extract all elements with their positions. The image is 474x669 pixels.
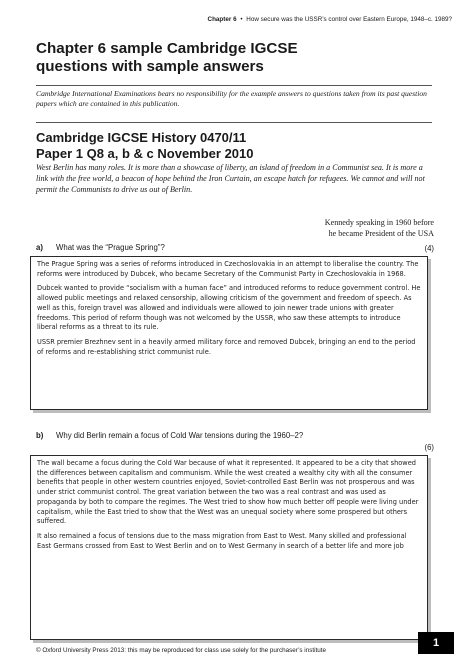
answer-paragraph: Dubcek wanted to provide “socialism with a human face” and introduced reforms to reduce government control. He allowed public meetings and relaxed censorship, allowing criticism of the government and freedom of speech. As well as this, foreign travel was allowed and individuals were allowed to join newer trade unions with greater freedoms. This period of reform though was not welcomed by the USSR, who saw these attempts to introduce liberal reforms as a threat to its rule.	[37, 284, 421, 332]
page-title	[36, 40, 436, 76]
question-b	[36, 431, 434, 453]
attribution-line-1: Kennedy speaking in 1960 before	[324, 218, 434, 227]
copyright-footer: © Oxford University Press 2013: this may be reproduced for class use solely for the purchaser’s institute	[36, 647, 326, 654]
chapter-label: Chapter 6	[207, 16, 237, 23]
answer-box-b	[30, 455, 428, 640]
exam-code: Cambridge IGCSE History 0470/11	[36, 130, 247, 145]
running-head	[208, 16, 452, 23]
question-label: b)	[36, 431, 44, 440]
question-marks: (4)	[424, 243, 434, 253]
source-quote: West Berlin has many roles. It is more than a showcase of liberty, an island of freedom in a Communist sea. It is more a link with the free world, a beacon of hope behind the Iron Curtain, an escape hatch for refugees. We cannot and will not permit the Communists to drive us out of Berlin.	[36, 163, 425, 194]
answer-paragraph: It also remained a focus of tensions due to the mass migration from East to West. Many skilled and professional East Germans crossed from East to West Berlin and on to West Germany in search of a better life and more job	[37, 531, 407, 550]
question-label: a)	[36, 243, 43, 252]
question-a	[36, 243, 434, 254]
exam-paper-question: Paper 1 Q8 a, b & c November 2010	[36, 146, 254, 161]
answer-box-a	[30, 256, 428, 410]
chapter-subtitle: How secure was the USSR’s control over Eastern Europe, 1948–c. 1989?	[246, 16, 452, 23]
page-number-badge: 1	[418, 632, 454, 654]
disclaimer-note: Cambridge International Examinations bears no responsibility for the example answers to questions taken from its past question papers which are contained in this publication.	[36, 85, 432, 123]
attribution-line-2: he became President of the USA	[328, 228, 434, 238]
header-separator: •	[240, 16, 243, 23]
answer-paragraph: The wall became a focus during the Cold War because of what it represented. It appeared to be a city that showed the differences between capitalism and communism. While the west created a wealthy city with all the consumer benefits that people in other western countries enjoyed, Soviet-controlled East Berlin was not prosperous and was under strict communist control. The great variation between the two was a real contrast and was used as propaganda by both to compare the regimes. The West tried to show how much better off people were living under capitalism, while the East tried to show that the West was an unequal society where some prospered but others suffered.	[37, 459, 419, 526]
question-text: Why did Berlin remain a focus of Cold War tensions during the 1960–2?	[56, 431, 304, 440]
page-title-line-1: Chapter 6 sample Cambridge IGCSE	[36, 40, 298, 57]
question-marks: (6)	[424, 442, 434, 452]
source-attribution	[274, 218, 434, 240]
answer-paragraph: The Prague Spring was a series of reforms introduced in Czechoslovakia in an attempt to liberalise the country. The reforms were introduced by Dubcek, who became Secretary of the Communist Party in Czechoslovakia in 1968.	[37, 260, 419, 278]
page-title-line-2: questions with sample answers	[36, 58, 264, 75]
exam-paper-heading	[36, 130, 436, 162]
question-text: What was the “Prague Spring”?	[56, 243, 165, 252]
answer-paragraph: USSR premier Brezhnev sent in a heavily armed military force and removed Dubcek, bringing an end to the period of reforms and re-establishing strict communist rule.	[37, 337, 416, 356]
